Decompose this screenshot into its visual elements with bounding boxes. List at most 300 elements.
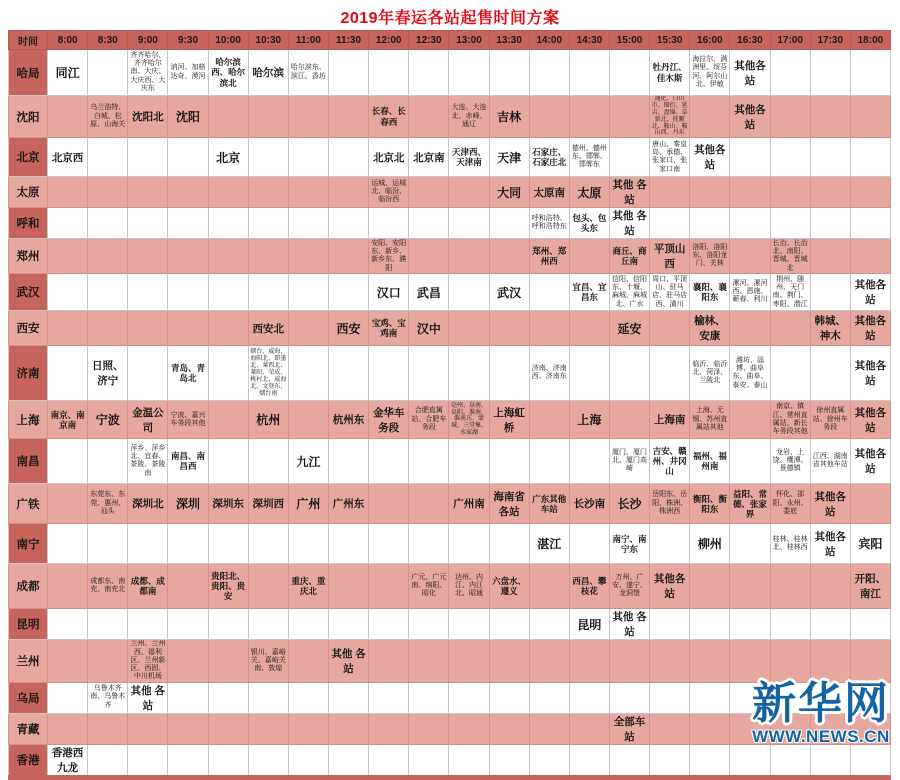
cell-香港-17-00: [770, 744, 810, 777]
cell-郑州-8-30: [88, 239, 128, 274]
cell-呼和-17-30: [810, 208, 850, 239]
bureau-label-郑州: 郑州: [9, 239, 48, 274]
cell-乌局-14-00: [529, 682, 569, 713]
time-header-13-30: 13:30: [489, 31, 529, 50]
cell-西安-12-30: 汉中: [409, 311, 449, 346]
cell-太原-17-00: [770, 177, 810, 208]
cell-成都-14-30: 西昌、攀枝花: [569, 564, 609, 609]
cell-济南-10-00: [208, 346, 248, 401]
cell-香港-8-00: 香港西九龙: [48, 744, 88, 777]
cell-昆明-18-00: [850, 609, 890, 640]
cell-乌局-10-00: [208, 682, 248, 713]
cell-西安-17-00: [770, 311, 810, 346]
bureau-row-北京: [9, 138, 891, 177]
time-header-18-00: 18:00: [850, 31, 890, 50]
cell-南昌-12-00: [369, 439, 409, 484]
cell-北京-11-30: [328, 138, 368, 177]
cell-广铁-16-00: 衡阳、衡阳东: [690, 484, 730, 524]
cell-昆明-14-30: 昆明: [569, 609, 609, 640]
cell-济南-15-00: [609, 346, 649, 401]
cell-广铁-17-30: 其他各站: [810, 484, 850, 524]
cell-沈阳-13-30: 吉林: [489, 96, 529, 138]
cell-沈阳-17-30: [810, 96, 850, 138]
cell-郑州-16-00: 洛阳、洛阳东、洛阳龙门、关林: [690, 239, 730, 274]
cell-哈局-10-30: 哈尔滨: [248, 50, 288, 96]
bureau-row-成都: [9, 564, 891, 609]
cell-太原-17-30: [810, 177, 850, 208]
cell-南昌-10-00: [208, 439, 248, 484]
cell-成都-15-00: 万州、广安、遂宁、龙洞堡: [609, 564, 649, 609]
cell-南昌-17-30: 江西、湖南省其他车站: [810, 439, 850, 484]
cell-呼和-18-00: [850, 208, 890, 239]
cell-青藏-13-30: [489, 713, 529, 744]
bureau-row-沈阳: [9, 96, 891, 138]
cell-成都-15-30: 其他各站: [650, 564, 690, 609]
cell-西安-9-00: [128, 311, 168, 346]
cell-青藏-9-00: [128, 713, 168, 744]
cell-呼和-13-00: [449, 208, 489, 239]
bureau-label-昆明: 昆明: [9, 609, 48, 640]
cell-郑州-15-30: 平顶山西: [650, 239, 690, 274]
bureau-row-武汉: [9, 274, 891, 311]
cell-武汉-8-30: [88, 274, 128, 311]
cell-郑州-12-00: 安阳、安阳东、新乡、新乡东、濮阳: [369, 239, 409, 274]
cell-上海-14-00: [529, 401, 569, 439]
cell-呼和-14-00: 呼和浩特、呼和浩特东: [529, 208, 569, 239]
cell-太原-8-00: [48, 177, 88, 208]
cell-南宁-13-00: [449, 524, 489, 564]
cell-武汉-13-00: [449, 274, 489, 311]
cell-呼和-9-00: [128, 208, 168, 239]
cell-广铁-11-00: 广州: [288, 484, 328, 524]
cell-济南-14-30: [569, 346, 609, 401]
cell-成都-16-00: [690, 564, 730, 609]
cell-南昌-14-30: [569, 439, 609, 484]
cell-呼和-10-30: [248, 208, 288, 239]
cell-沈阳-9-30: 沈阳: [168, 96, 208, 138]
bureau-row-兰州: [9, 640, 891, 682]
cell-上海-17-00: 南京、镇江、常州直属站、新长车务段其他: [770, 401, 810, 439]
cell-武汉-16-30: 漯河、漯河西、恩施、蕲春、利川: [730, 274, 770, 311]
cell-郑州-13-00: [449, 239, 489, 274]
cell-昆明-11-30: [328, 609, 368, 640]
cell-香港-9-30: [168, 744, 208, 777]
cell-香港-16-00: [690, 744, 730, 777]
cell-太原-13-00: [449, 177, 489, 208]
corner-label: 时间: [9, 31, 48, 50]
cell-南昌-10-30: [248, 439, 288, 484]
cell-南宁-18-00: 宾阳: [850, 524, 890, 564]
cell-西安-8-30: [88, 311, 128, 346]
cell-昆明-17-00: [770, 609, 810, 640]
cell-成都-17-00: [770, 564, 810, 609]
cell-哈局-8-00: 同江: [48, 50, 88, 96]
cell-太原-12-30: [409, 177, 449, 208]
bureau-row-广铁: [9, 484, 891, 524]
cell-太原-8-30: [88, 177, 128, 208]
cell-上海-14-30: 上海: [569, 401, 609, 439]
cell-郑州-18-00: [850, 239, 890, 274]
cell-南昌-16-00: 福州、福州南: [690, 439, 730, 484]
cell-乌局-9-00: 其他 各站: [128, 682, 168, 713]
cell-成都-14-00: [529, 564, 569, 609]
xinhuanet-logo-text: 新华网: [752, 678, 890, 728]
cell-成都-16-30: [730, 564, 770, 609]
bureau-label-太原: 太原: [9, 177, 48, 208]
bureau-label-南宁: 南宁: [9, 524, 48, 564]
bureau-label-呼和: 呼和: [9, 208, 48, 239]
bureau-row-济南: [9, 346, 891, 401]
cell-太原-16-30: [730, 177, 770, 208]
cell-济南-17-00: [770, 346, 810, 401]
cell-香港-10-30: [248, 744, 288, 777]
cell-青藏-11-30: [328, 713, 368, 744]
cell-北京-10-30: [248, 138, 288, 177]
cell-西安-8-00: [48, 311, 88, 346]
cell-昆明-12-30: [409, 609, 449, 640]
cell-北京-17-30: [810, 138, 850, 177]
cell-太原-10-00: [208, 177, 248, 208]
cell-上海-13-30: 上海虹桥: [489, 401, 529, 439]
cell-北京-15-00: [609, 138, 649, 177]
cell-成都-8-30: 成都东、南充、南充北: [88, 564, 128, 609]
cell-南昌-9-30: 南昌、南昌西: [168, 439, 208, 484]
cell-哈局-9-00: 齐齐哈尔、齐齐哈尔南、大庆、大庆西、大庆东: [128, 50, 168, 96]
cell-南宁-11-00: [288, 524, 328, 564]
cell-上海-16-30: [730, 401, 770, 439]
cell-广铁-14-30: 长沙南: [569, 484, 609, 524]
cell-青藏-14-00: [529, 713, 569, 744]
cell-广铁-16-30: 益阳、常德、张家界: [730, 484, 770, 524]
cell-香港-14-30: [569, 744, 609, 777]
time-header-8-00: 8:00: [48, 31, 88, 50]
cell-乌局-16-00: [690, 682, 730, 713]
time-header-16-00: 16:00: [690, 31, 730, 50]
bureau-row-郑州: [9, 239, 891, 274]
bureau-label-青藏: 青藏: [9, 713, 48, 744]
time-header-12-30: 12:30: [409, 31, 449, 50]
cell-青藏-10-30: [248, 713, 288, 744]
cell-呼和-15-00: 其他 各站: [609, 208, 649, 239]
cell-济南-9-00: [128, 346, 168, 401]
time-header-14-00: 14:00: [529, 31, 569, 50]
cell-青藏-12-00: [369, 713, 409, 744]
cell-南昌-16-30: [730, 439, 770, 484]
cell-上海-17-30: 徐州直属站、徐州车务段: [810, 401, 850, 439]
cell-北京-14-00: 石家庄、石家庄北: [529, 138, 569, 177]
time-header-16-30: 16:30: [730, 31, 770, 50]
cell-成都-10-30: [248, 564, 288, 609]
cell-哈局-10-00: 哈尔滨西、哈尔滨北: [208, 50, 248, 96]
cell-济南-16-00: 临沂、临沂北、菏泽、兰陵北: [690, 346, 730, 401]
cell-沈阳-10-00: [208, 96, 248, 138]
cell-济南-11-30: [328, 346, 368, 401]
bureau-row-南昌: [9, 439, 891, 484]
cell-兰州-18-00: [850, 640, 890, 682]
cell-成都-11-00: 重庆、重庆北: [288, 564, 328, 609]
cell-兰州-12-30: [409, 640, 449, 682]
cell-北京-17-00: [770, 138, 810, 177]
cell-北京-8-30: [88, 138, 128, 177]
cell-南昌-15-00: 厦门、厦门北、厦门高崎: [609, 439, 649, 484]
cell-南昌-11-00: 九江: [288, 439, 328, 484]
cell-西安-13-30: [489, 311, 529, 346]
cell-北京-16-30: [730, 138, 770, 177]
cell-太原-9-00: [128, 177, 168, 208]
cell-沈阳-15-00: [609, 96, 649, 138]
cell-香港-16-30: [730, 744, 770, 777]
cell-太原-16-00: [690, 177, 730, 208]
cell-乌局-13-00: [449, 682, 489, 713]
cell-成都-18-00: 开阳、南江: [850, 564, 890, 609]
cell-哈局-17-00: [770, 50, 810, 96]
cell-成都-13-00: 达州、内江、内江北、昭通: [449, 564, 489, 609]
cell-哈局-16-00: 海拉尔、满洲里、绥芬河、阿尔山北、伊敏: [690, 50, 730, 96]
cell-南昌-12-30: [409, 439, 449, 484]
cell-武汉-14-30: 宜昌、宜昌东: [569, 274, 609, 311]
schedule-table-container: [8, 30, 891, 780]
cell-青藏-13-00: [449, 713, 489, 744]
cell-济南-11-00: [288, 346, 328, 401]
cell-南宁-8-30: [88, 524, 128, 564]
cell-沈阳-12-00: 长春、长春西: [369, 96, 409, 138]
cell-南宁-8-00: [48, 524, 88, 564]
cell-哈局-16-30: 其他各站: [730, 50, 770, 96]
cell-青藏-16-00: [690, 713, 730, 744]
cell-昆明-11-00: [288, 609, 328, 640]
cell-昆明-17-30: [810, 609, 850, 640]
cell-兰州-16-00: [690, 640, 730, 682]
cell-兰州-17-00: [770, 640, 810, 682]
cell-呼和-8-30: [88, 208, 128, 239]
cell-武汉-13-30: 武汉: [489, 274, 529, 311]
cell-青藏-11-00: [288, 713, 328, 744]
cell-济南-15-30: [650, 346, 690, 401]
cell-太原-9-30: [168, 177, 208, 208]
cell-成都-9-00: 成都、成都南: [128, 564, 168, 609]
cell-济南-10-30: 烟台、威海、海阳北、即墨北、莱西北、莱阳、荣成、桃村北、威海北、文登东、烟台南: [248, 346, 288, 401]
cell-南宁-12-30: [409, 524, 449, 564]
cell-乌局-8-30: 乌鲁木齐南、乌鲁木齐: [88, 682, 128, 713]
cell-兰州-16-30: [730, 640, 770, 682]
cell-呼和-15-30: [650, 208, 690, 239]
cell-香港-13-00: [449, 744, 489, 777]
cell-广铁-8-30: 东莞东、东莞、惠州、汕头: [88, 484, 128, 524]
bureau-label-上海: 上海: [9, 401, 48, 439]
cell-沈阳-15-30: 通化、白山市、图们、延吉、盘锦、阜新北、抚顺北、鞍山、鞍山西、丹东: [650, 96, 690, 138]
cell-哈局-15-30: 牡丹江、佳木斯: [650, 50, 690, 96]
cell-乌局-15-30: [650, 682, 690, 713]
cell-广铁-8-00: [48, 484, 88, 524]
bureau-label-乌局: 乌局: [9, 682, 48, 713]
cell-郑州-10-00: [208, 239, 248, 274]
cell-乌局-10-30: [248, 682, 288, 713]
cell-郑州-11-30: [328, 239, 368, 274]
cell-哈局-12-30: [409, 50, 449, 96]
time-header-14-30: 14:30: [569, 31, 609, 50]
cell-香港-12-00: [369, 744, 409, 777]
bureau-label-西安: 西安: [9, 311, 48, 346]
cell-上海-9-00: 金温公司: [128, 401, 168, 439]
cell-武汉-12-00: 汉口: [369, 274, 409, 311]
cell-西安-11-30: 西安: [328, 311, 368, 346]
cell-香港-18-00: [850, 744, 890, 777]
bureau-label-北京: 北京: [9, 138, 48, 177]
cell-呼和-16-00: [690, 208, 730, 239]
cell-哈局-13-00: [449, 50, 489, 96]
cell-昆明-8-30: [88, 609, 128, 640]
cell-济南-16-30: 潍坊、淄博、曲阜东、曲阜、泰安、泰山: [730, 346, 770, 401]
cell-南宁-16-00: 柳州: [690, 524, 730, 564]
cell-沈阳-13-00: 大连、大连北、赤峰、通辽: [449, 96, 489, 138]
time-header-12-00: 12:00: [369, 31, 409, 50]
cell-香港-11-00: [288, 744, 328, 777]
cell-昆明-13-30: [489, 609, 529, 640]
cell-呼和-11-00: [288, 208, 328, 239]
cell-北京-12-00: 北京北: [369, 138, 409, 177]
cell-南昌-9-00: 萍乡、萍乡北、宜春、茶陵、茶陵南: [128, 439, 168, 484]
cell-兰州-10-00: [208, 640, 248, 682]
cell-南宁-15-00: 南宁、南宁东: [609, 524, 649, 564]
cell-济南-13-30: [489, 346, 529, 401]
time-header-10-30: 10:30: [248, 31, 288, 50]
cell-哈局-14-30: [569, 50, 609, 96]
cell-南宁-10-00: [208, 524, 248, 564]
cell-南昌-18-00: 其他各站: [850, 439, 890, 484]
cell-呼和-10-00: [208, 208, 248, 239]
cell-青藏-15-00: 全部车站: [609, 713, 649, 744]
cell-昆明-15-00: 其他 各站: [609, 609, 649, 640]
bureau-row-香港: [9, 744, 891, 777]
cell-南宁-12-00: [369, 524, 409, 564]
cell-武汉-12-30: 武昌: [409, 274, 449, 311]
cell-南昌-13-00: [449, 439, 489, 484]
cell-武汉-10-00: [208, 274, 248, 311]
cell-郑州-16-30: [730, 239, 770, 274]
bureau-label-兰州: 兰州: [9, 640, 48, 682]
cell-沈阳-16-30: 其他各站: [730, 96, 770, 138]
cell-北京-10-00: 北京: [208, 138, 248, 177]
time-header-11-30: 11:30: [328, 31, 368, 50]
cell-兰州-13-00: [449, 640, 489, 682]
cell-南宁-17-30: 其他各站: [810, 524, 850, 564]
cell-太原-12-00: 运城、运城北、临汾、临汾西: [369, 177, 409, 208]
cell-成都-8-00: [48, 564, 88, 609]
cell-沈阳-10-30: [248, 96, 288, 138]
cell-沈阳-17-00: [770, 96, 810, 138]
cell-昆明-14-00: [529, 609, 569, 640]
time-header-9-30: 9:30: [168, 31, 208, 50]
cell-哈局-8-30: [88, 50, 128, 96]
cell-北京-12-30: 北京南: [409, 138, 449, 177]
cell-成都-11-30: [328, 564, 368, 609]
cell-武汉-15-30: 周口、平顶山、驻马店、驻马店西、潢川: [650, 274, 690, 311]
cell-太原-13-30: 大同: [489, 177, 529, 208]
bureau-label-济南: 济南: [9, 346, 48, 401]
cell-兰州-8-00: [48, 640, 88, 682]
cell-南宁-17-00: 桂林、桂林北、桂林西: [770, 524, 810, 564]
cell-兰州-15-30: [650, 640, 690, 682]
cell-广铁-15-00: 长沙: [609, 484, 649, 524]
cell-哈局-14-00: [529, 50, 569, 96]
cell-青藏-12-30: [409, 713, 449, 744]
cell-武汉-15-00: 信阳、信阳东、十堰、麻城、麻城北、广水: [609, 274, 649, 311]
cell-昆明-10-30: [248, 609, 288, 640]
cell-昆明-16-30: [730, 609, 770, 640]
cell-兰州-10-30: 银川、嘉峪关、嘉峪关南、敦煌: [248, 640, 288, 682]
cell-兰州-9-00: 兰州、兰州西、福利区、兰州新区、西固、中川机场: [128, 640, 168, 682]
cell-广铁-15-30: 岳阳东、岳阳、株洲、株洲西: [650, 484, 690, 524]
cell-西安-15-30: [650, 311, 690, 346]
bureau-row-呼和: [9, 208, 891, 239]
cell-济南-18-00: 其他各站: [850, 346, 890, 401]
cell-武汉-10-30: [248, 274, 288, 311]
bureau-label-南昌: 南昌: [9, 439, 48, 484]
cell-广铁-11-30: 广州东: [328, 484, 368, 524]
cell-郑州-10-30: [248, 239, 288, 274]
cell-昆明-15-30: [650, 609, 690, 640]
cell-成都-10-00: 贵阳北、贵阳、贵安: [208, 564, 248, 609]
cell-香港-9-00: [128, 744, 168, 777]
cell-昆明-13-00: [449, 609, 489, 640]
cell-哈局-17-30: [810, 50, 850, 96]
cell-太原-15-30: [650, 177, 690, 208]
cell-北京-14-30: 德州、德州东、邯郸、邯郸东: [569, 138, 609, 177]
cell-武汉-17-00: 荆州、随州、天门南、荆门、枣阳、潜江: [770, 274, 810, 311]
cell-武汉-14-00: [529, 274, 569, 311]
cell-武汉-11-00: [288, 274, 328, 311]
time-header-9-00: 9:00: [128, 31, 168, 50]
cell-太原-11-00: [288, 177, 328, 208]
xinhuanet-logo-url: WWW.NEWS.CN: [752, 727, 890, 746]
bureau-label-成都: 成都: [9, 564, 48, 609]
cell-太原-14-00: 太原南: [529, 177, 569, 208]
cell-兰州-13-30: [489, 640, 529, 682]
schedule-table: [8, 30, 891, 780]
cell-沈阳-18-00: [850, 96, 890, 138]
cell-上海-8-00: 南京、南京南: [48, 401, 88, 439]
cell-西安-17-30: 韩城、神木: [810, 311, 850, 346]
cell-哈局-11-00: 哈尔滨东、滨江、香坊: [288, 50, 328, 96]
cell-乌局-13-30: [489, 682, 529, 713]
cell-兰州-14-30: [569, 640, 609, 682]
cell-上海-10-00: [208, 401, 248, 439]
cell-南昌-11-30: [328, 439, 368, 484]
cell-沈阳-11-00: [288, 96, 328, 138]
cell-青藏-15-30: [650, 713, 690, 744]
cell-沈阳-16-00: [690, 96, 730, 138]
cell-武汉-9-30: [168, 274, 208, 311]
cell-青藏-10-00: [208, 713, 248, 744]
cell-成都-17-30: [810, 564, 850, 609]
cell-青藏-9-30: [168, 713, 208, 744]
cell-昆明-12-00: [369, 609, 409, 640]
cell-北京-9-30: [168, 138, 208, 177]
cell-乌局-9-30: [168, 682, 208, 713]
cell-南宁-10-30: [248, 524, 288, 564]
time-header-17-00: 17:00: [770, 31, 810, 50]
cell-兰州-12-00: [369, 640, 409, 682]
cell-昆明-8-00: [48, 609, 88, 640]
cell-西安-16-30: [730, 311, 770, 346]
cell-昆明-9-00: [128, 609, 168, 640]
cell-太原-15-00: 其他 各站: [609, 177, 649, 208]
cell-北京-16-00: 其他各站: [690, 138, 730, 177]
time-header-10-00: 10:00: [208, 31, 248, 50]
cell-上海-15-00: [609, 401, 649, 439]
cell-青藏-8-00: [48, 713, 88, 744]
cell-哈局-9-30: 讷河、加格达奇、漠河: [168, 50, 208, 96]
